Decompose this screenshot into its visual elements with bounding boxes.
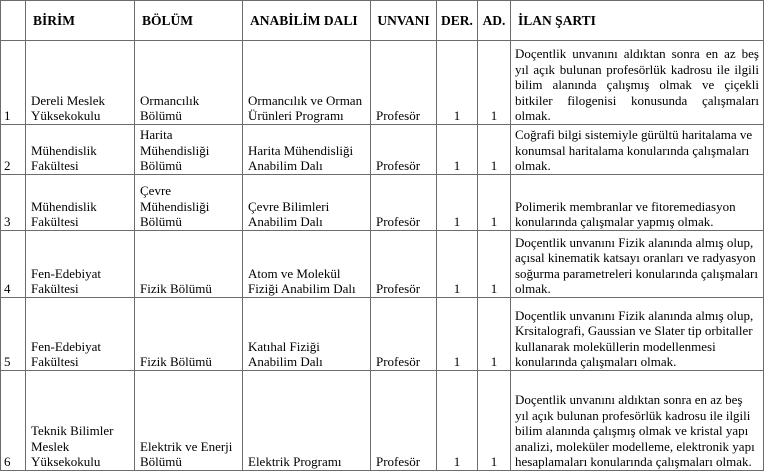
- cell-index: 3: [1, 175, 26, 231]
- cell-ad: 1: [478, 371, 511, 471]
- cell-unvan: Profesör: [371, 371, 437, 471]
- table-row: [1, 371, 764, 471]
- cell-index: 5: [1, 298, 26, 371]
- header-ilan: İLAN ŞARTI: [511, 1, 764, 41]
- cell-der: 1: [437, 125, 478, 175]
- cell-ilan: Doçentlik unvanını aldıktan sonra en az beş yıl açık bulunan profesörlük kadrosu ile ilgili bilim alanında çalışmış olmak ve kristal yapı analizi, moleküler modelleme, elektronik yapı hesaplamaları konularında çalışmaları olmak.: [511, 371, 764, 471]
- cell-der: 1: [437, 371, 478, 471]
- cell-bolum: Harita Mühendisliği Bölümü: [135, 125, 243, 175]
- cell-der: 1: [437, 41, 478, 125]
- cell-anabilim: Çevre Bilimleri Anabilim Dalı: [243, 175, 371, 231]
- cell-anabilim: Katıhal Fiziği Anabilim Dalı: [243, 298, 371, 371]
- cell-ilan: Coğrafi bilgi sistemiyle gürültü haritalama ve konumsal haritalama konularında çalışmaları olmak.: [511, 125, 764, 175]
- table-row: [1, 125, 764, 175]
- cell-ilan: Polimerik membranlar ve fitoremediasyon konularında çalışmalar yapmış olmak.: [511, 175, 764, 231]
- cell-bolum: Ormancılık Bölümü: [135, 41, 243, 125]
- table-row: [1, 175, 764, 231]
- cell-index: 6: [1, 371, 26, 471]
- cell-index: 1: [1, 41, 26, 125]
- cell-unvan: Profesör: [371, 175, 437, 231]
- table-row: [1, 298, 764, 371]
- header-unvan: UNVANI: [371, 1, 437, 41]
- cell-der: 1: [437, 175, 478, 231]
- cell-birim: Mühendislik Fakültesi: [26, 175, 135, 231]
- cell-birim: Teknik Bilimler Meslek Yüksekokulu: [26, 371, 135, 471]
- header-der: DER.: [437, 1, 478, 41]
- cell-ad: 1: [478, 231, 511, 298]
- header-anabilim: ANABİLİM DALI: [243, 1, 371, 41]
- cell-unvan: Profesör: [371, 125, 437, 175]
- cell-birim: Fen-Edebiyat Fakültesi: [26, 231, 135, 298]
- cell-bolum: Fizik Bölümü: [135, 298, 243, 371]
- table-row: [1, 231, 764, 298]
- cell-ilan: Doçentlik unvanını Fizik alanında almış olup, Krsitalografi, Gaussian ve Slater tip orbitaller kullanarak moleküllerin modellenmesi konularında çalışmaları olmak.: [511, 298, 764, 371]
- cell-index: 2: [1, 125, 26, 175]
- cell-ilan: Doçentlik unvanını aldıktan sonra en az beş yıl açık bulunan profesörlük kadrosu ile ilgili bilim alanında çalışmış olmak ve çiçekli bitkiler filogenisi konusunda çalışmaları olmak.: [511, 41, 764, 125]
- cell-bolum: Fizik Bölümü: [135, 231, 243, 298]
- cell-birim: Mühendislik Fakültesi: [26, 125, 135, 175]
- cell-anabilim: Harita Mühendisliği Anabilim Dalı: [243, 125, 371, 175]
- header-index: [1, 1, 26, 41]
- cell-birim: Dereli Meslek Yüksekokulu: [26, 41, 135, 125]
- cell-ad: 1: [478, 175, 511, 231]
- header-ad: AD.: [478, 1, 511, 41]
- cell-anabilim: Ormancılık ve Orman Ürünleri Programı: [243, 41, 371, 125]
- header-bolum: BÖLÜM: [135, 1, 243, 41]
- cell-birim: Fen-Edebiyat Fakültesi: [26, 298, 135, 371]
- cell-ad: 1: [478, 41, 511, 125]
- cell-anabilim: Elektrik Programı: [243, 371, 371, 471]
- cell-bolum: Çevre Mühendisliği Bölümü: [135, 175, 243, 231]
- cell-der: 1: [437, 298, 478, 371]
- cell-index: 4: [1, 231, 26, 298]
- cell-anabilim: Atom ve Molekül Fiziği Anabilim Dalı: [243, 231, 371, 298]
- header-row: [1, 1, 764, 41]
- cell-ad: 1: [478, 298, 511, 371]
- cell-ad: 1: [478, 125, 511, 175]
- cell-bolum: Elektrik ve Enerji Bölümü: [135, 371, 243, 471]
- cell-unvan: Profesör: [371, 41, 437, 125]
- cell-unvan: Profesör: [371, 298, 437, 371]
- cell-ilan: Doçentlik unvanını Fizik alanında almış olup, açısal kinematik katsayı oranları ve radyasyon soğurma parametreleri konularında çalışmaları olmak.: [511, 231, 764, 298]
- cell-unvan: Profesör: [371, 231, 437, 298]
- header-birim: BİRİM: [26, 1, 135, 41]
- table-row: [1, 41, 764, 125]
- cell-der: 1: [437, 231, 478, 298]
